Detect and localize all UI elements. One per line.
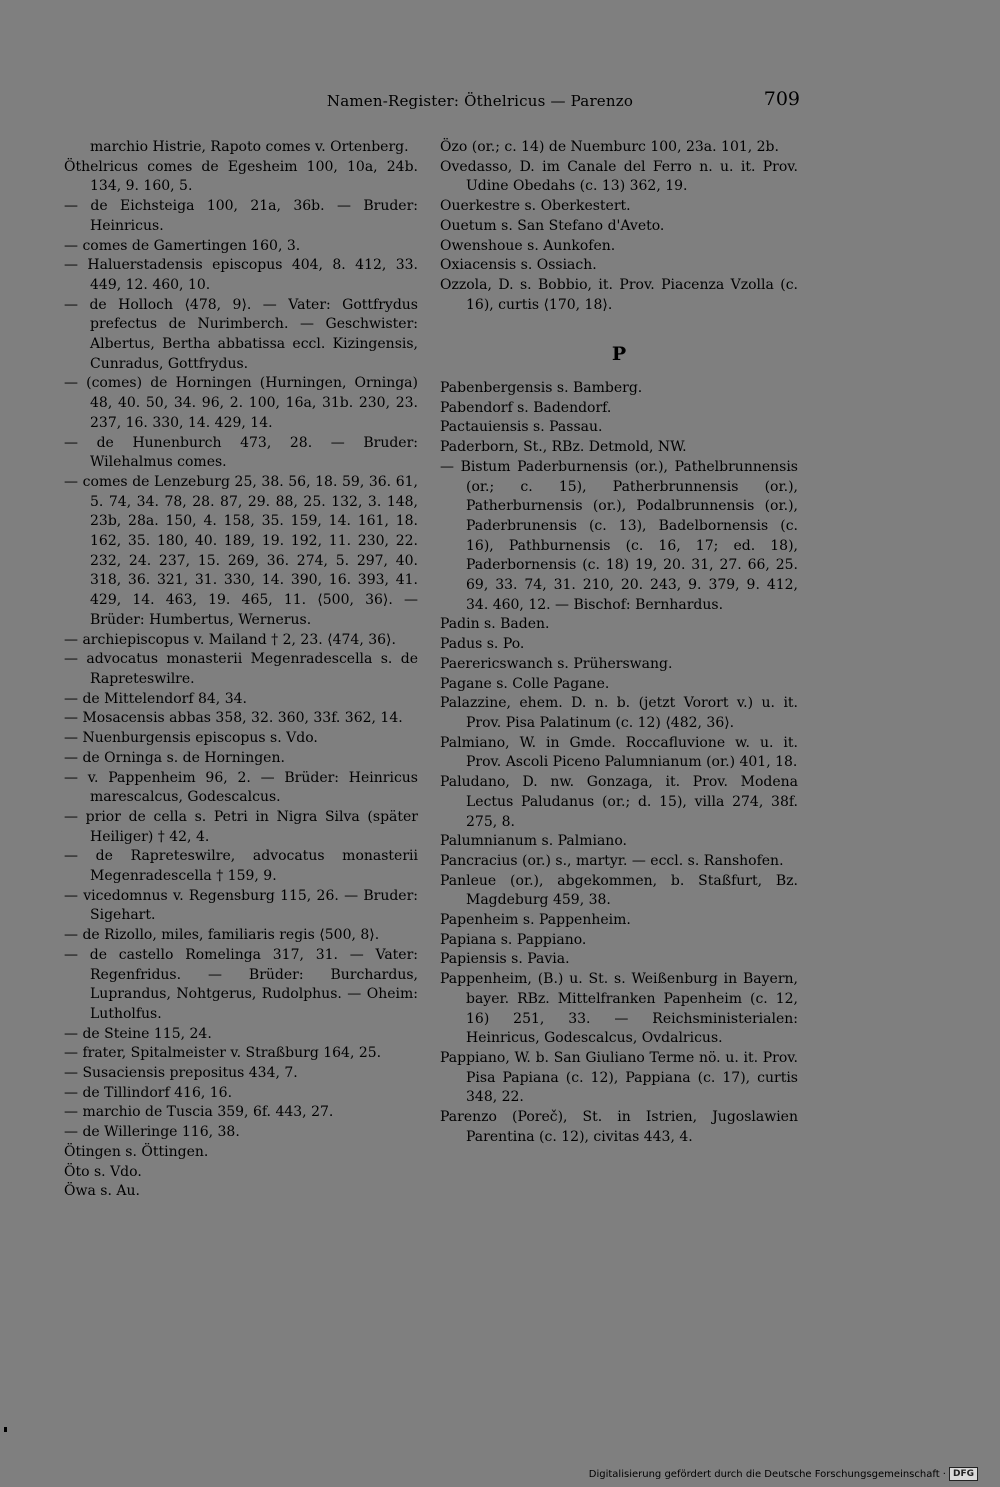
index-entry: — de Orninga s. de Horningen. <box>64 749 285 766</box>
index-entry: Ouerkestre s. Oberkestert. <box>440 198 631 215</box>
index-entry: — de Willeringe 116, 38. <box>64 1124 240 1141</box>
index-entry: — de Holloch ⟨478, 9⟩. — Vater: Gottfrydus prefectus de Nurimberch. — Geschwister: Albertus, Bertha abbatissa eccl. Kizingensis, Cunradus, Gottfrydus. <box>64 296 418 372</box>
index-entry: Panleue (or.), abgekommen, b. Staßfurt, Bz. Magdeburg 459, 38. <box>440 872 798 909</box>
index-entry: Öwa s. Au. <box>64 1183 140 1200</box>
running-head: Namen-Register: Öthelricus — Parenzo <box>326 92 634 110</box>
index-entry: Paludano, D. nw. Gonzaga, it. Prov. Modena Lectus Paludanus (or.; d. 15), villa 274, 38f. 275, 8. <box>440 774 798 830</box>
index-entry: — de Mittelendorf 84, 34. <box>64 690 247 707</box>
index-entry: Ozzola, D. s. Bobbio, it. Prov. Piacenza Vzolla (c. 16), curtis ⟨170, 18⟩. <box>440 276 798 313</box>
index-entry: — Mosacensis abbas 358, 32. 360, 33f. 362, 14. <box>64 710 403 727</box>
index-entry: — vicedomnus v. Regensburg 115, 26. — Bruder: Sigehart. <box>64 887 418 924</box>
index-entry: Parenzo (Poreč), St. in Istrien, Jugoslawien Parentina (c. 12), civitas 443, 4. <box>440 1109 798 1145</box>
index-entry: — marchio de Tuscia 359, 6f. 443, 27. <box>64 1104 334 1121</box>
dfg-logo-icon: DFG <box>949 1467 978 1481</box>
index-entry: Owenshoue s. Aunkofen. <box>440 237 616 254</box>
index-entry: — comes de Lenzeburg 25, 38. 56, 18. 59, 36. 61, 5. 74, 34. 78, 28. 87, 29. 88, 25. 132, 3. 148, 23b, 28a. 150, 4. 158, 35. 159, 14. 161, 18. 162, 35. 180, 40. 189, 19. 192, 11. 230, 22. 232, 24. 237, 15. 269, 36. 274, 5. 297, 40. 318, 36. 321, 31. 330, 14. 390, 16. 393, 41. 429, 14. 463, 19. 465, 11. ⟨500, 36⟩. — Brüder: Humbertus, Wernerus. <box>64 473 418 628</box>
index-entry: Özo (or.; c. 14) de Nuemburc 100, 23a. 101, 2b. <box>440 139 779 155</box>
index-entry: Palumnianum s. Palmiano. <box>440 833 627 850</box>
index-entry: Öto s. Vdo. <box>64 1163 142 1180</box>
index-entry: — Haluerstadensis episcopus 404, 8. 412, 33. 449, 12. 460, 10. <box>64 257 418 293</box>
index-entry: Pactauiensis s. Passau. <box>440 419 603 436</box>
page-header <box>60 88 800 118</box>
index-entry: Papiana s. Pappiano. <box>440 931 587 948</box>
index-entry: — Susaciensis prepositus 434, 7. <box>64 1065 298 1082</box>
index-entry: — de Tillindorf 416, 16. <box>64 1084 233 1101</box>
page-edge-mark <box>4 1427 7 1432</box>
index-entry: Padin s. Baden. <box>440 616 550 633</box>
left-column <box>64 138 418 1202</box>
index-entry: Öthelricus comes de Egesheim 100, 10a, 24b. 134, 9. 160, 5. <box>64 158 418 195</box>
index-entry: — prior de cella s. Petri in Nigra Silva (später Heiliger) † 42, 4. <box>64 808 418 845</box>
index-entry: — frater, Spitalmeister v. Straßburg 164, 25. <box>64 1045 382 1062</box>
index-entry: Palazzine, ehem. D. n. b. (jetzt Vorort v.) u. it. Prov. Pisa Palatinum (c. 12) ⟨482, 36⟩. <box>440 695 798 731</box>
index-entry: — (comes) de Horningen (Hurningen, Orninga) 48, 40. 50, 34. 96, 2. 100, 16a, 31b. 230, 23. 237, 16. 330, 14. 429, 14. <box>64 375 418 431</box>
footer-text: Digitalisierung gefördert durch die Deutsche Forschungsgemeinschaft · <box>588 1468 946 1480</box>
index-entry: — Bistum Paderburnensis (or.), Pathelbrunnensis (or.; c. 15), Patherbrunnensis (or.), Patherburnensis (or.), Podalbrunnensis (or.), Paderbrunensis (c. 13), Badelbornensis (c. 16), Pathburnensis (c. 16, 17; ed. 18), Paderbornensis (c. 18) 19, 20. 31, 27. 66, 25. 69, 33. 74, 31. 210, 20. 243, 9. 379, 9. 412, 34. 460, 12. — Bischof: Bernhardus. <box>440 458 798 613</box>
index-entry: — de Rizollo, miles, familiaris regis ⟨500, 8⟩. <box>64 927 380 944</box>
page-number: 709 <box>763 88 800 110</box>
index-entry: — de Steine 115, 24. <box>64 1025 212 1042</box>
index-entry: Palmiano, W. in Gmde. Roccafluvione w. u. it. Prov. Ascoli Piceno Palumnianum (or.) 401, 18. <box>440 734 798 771</box>
index-entry: — Nuenburgensis episcopus s. Vdo. <box>64 730 318 747</box>
index-entry: — de castello Romelinga 317, 31. — Vater: Regenfridus. — Brüder: Burchardus, Luprandus, Nohtgerus, Rudolphus. — Oheim: Lutholfus. <box>64 946 418 1022</box>
index-entry: Oxiacensis s. Ossiach. <box>440 257 597 274</box>
index-entry: Pagane s. Colle Pagane. <box>440 675 610 692</box>
index-entry: Ouetum s. San Stefano d'Aveto. <box>440 217 665 234</box>
index-entry: — de Eichsteiga 100, 21a, 36b. — Bruder: Heinricus. <box>64 198 418 234</box>
index-entry: Padus s. Po. <box>440 636 525 653</box>
index-entry: Paderborn, St., RBz. Detmold, NW. <box>440 439 687 456</box>
footer-credit <box>589 1467 978 1481</box>
index-entry: Pabenbergensis s. Bamberg. <box>440 380 643 397</box>
right-column <box>440 138 798 1147</box>
index-entry: Pabendorf s. Badendorf. <box>440 399 612 416</box>
index-entry: — comes de Gamertingen 160, 3. <box>64 237 301 254</box>
index-entry: marchio Histrie, Rapoto comes v. Ortenberg. <box>90 139 409 155</box>
index-entry: — de Rapreteswilre, advocatus monasterii Megenradescella † 159, 9. <box>64 848 418 885</box>
index-entry: Ovedasso, D. im Canale del Ferro n. u. it. Prov. Udine Obedahs (c. 13) 362, 19. <box>440 158 798 195</box>
index-entry: Papiensis s. Pavia. <box>440 951 570 968</box>
section-letter: P <box>611 343 627 366</box>
index-entry: Pappenheim, (B.) u. St. s. Weißenburg in Bayern, bayer. RBz. Mittelfranken Papenheim (c. 12, 16) 251, 33. — Reichsministerialen: Heinricus, Godescalcus, Ovdalricus. <box>440 971 798 1047</box>
index-entry: — v. Pappenheim 96, 2. — Brüder: Heinricus marescalcus, Godescalcus. <box>64 769 418 806</box>
index-entry: — advocatus monasterii Megenradescella s. de Rapreteswilre. <box>64 651 418 687</box>
index-entry: — de Hunenburch 473, 28. — Bruder: Wilehalmus comes. <box>64 434 418 471</box>
index-entry: Pancracius (or.) s., martyr. — eccl. s. Ranshofen. <box>440 852 784 869</box>
index-entry: Papenheim s. Pappenheim. <box>440 912 631 929</box>
index-entry: Ötingen s. Öttingen. <box>64 1143 209 1160</box>
index-entry: Paerericswanch s. Prüherswang. <box>440 655 673 672</box>
index-entry: Pappiano, W. b. San Giuliano Terme nö. u. it. Prov. Pisa Papiana (c. 12), Pappiana (c. 17), curtis 348, 22. <box>440 1049 798 1106</box>
index-entry: — archiepiscopus v. Mailand † 2, 23. ⟨474, 36⟩. <box>64 631 396 648</box>
